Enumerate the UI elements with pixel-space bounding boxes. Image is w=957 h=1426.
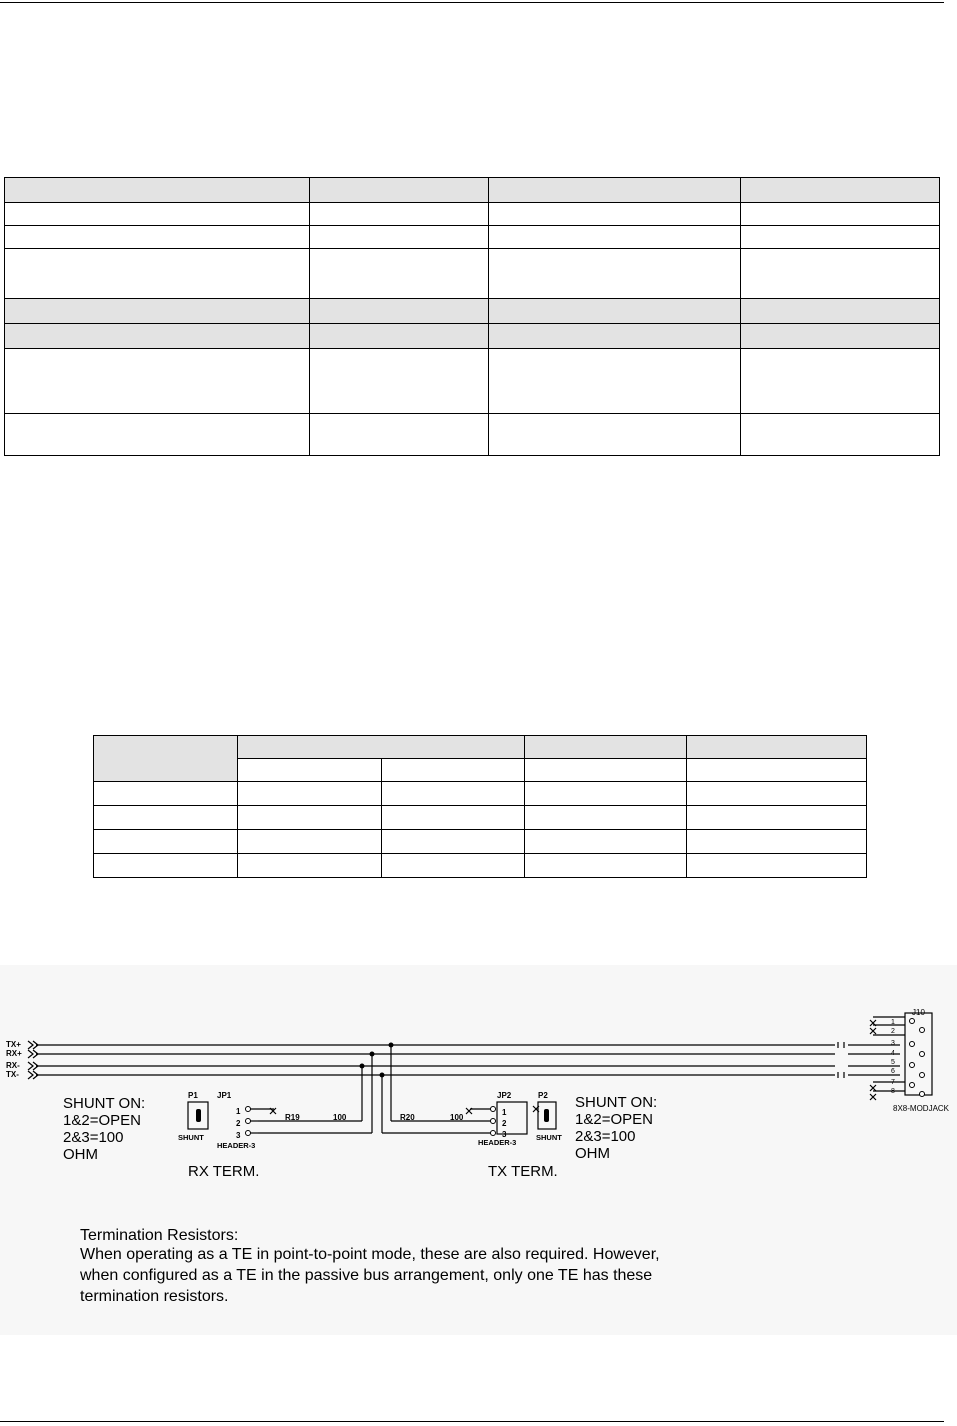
connector-label: J10 bbox=[912, 1008, 925, 1017]
pin-label: 1 bbox=[502, 1108, 507, 1117]
signal-label: RX- bbox=[6, 1061, 20, 1070]
connector-pin-label: 5 bbox=[891, 1059, 895, 1066]
r20-label: R20 bbox=[400, 1113, 415, 1122]
table-row bbox=[5, 249, 940, 299]
pin-label: 2 bbox=[236, 1119, 241, 1128]
left-shunt-line: SHUNT ON: bbox=[63, 1095, 146, 1112]
p1-label: P1 bbox=[188, 1091, 198, 1100]
left-shunt-line: 1&2=OPEN bbox=[63, 1112, 141, 1129]
configuration-table bbox=[4, 177, 940, 456]
right-shunt-line: 1&2=OPEN bbox=[575, 1111, 653, 1128]
left-shunt-line: OHM bbox=[63, 1146, 98, 1163]
table-row bbox=[94, 854, 867, 878]
r19-label: R19 bbox=[285, 1113, 300, 1122]
header-rule bbox=[0, 2, 944, 3]
connector-pin-label: 6 bbox=[891, 1068, 895, 1075]
signal-label: TX+ bbox=[6, 1040, 21, 1049]
r19-value: 100 bbox=[333, 1113, 347, 1122]
right-shunt-line: 2&3=100 bbox=[575, 1128, 636, 1145]
right-shunt-line: SHUNT ON: bbox=[575, 1094, 658, 1111]
jp1-label: JP1 bbox=[217, 1091, 232, 1100]
signal-label: RX+ bbox=[6, 1049, 22, 1058]
table-row bbox=[5, 349, 940, 414]
table-row bbox=[5, 203, 940, 226]
note-line: when configured as a TE in the passive bus arrangement, only one TE has these bbox=[80, 1267, 653, 1284]
pin-label: 3 bbox=[502, 1130, 507, 1139]
note-title: Termination Resistors: bbox=[80, 1227, 239, 1244]
connector-pin-label: 1 bbox=[891, 1019, 895, 1026]
connector-pin-label: 3 bbox=[891, 1040, 895, 1047]
connector-pin-label: 2 bbox=[891, 1028, 895, 1035]
jp2-header-label: HEADER-3 bbox=[478, 1138, 517, 1147]
note-line: termination resistors. bbox=[80, 1288, 229, 1305]
left-shunt-line: 2&3=100 bbox=[63, 1129, 124, 1146]
r20-value: 100 bbox=[450, 1113, 464, 1122]
jp2-label: JP2 bbox=[497, 1091, 512, 1100]
table-row bbox=[94, 782, 867, 806]
rx-term-label: RX TERM. bbox=[188, 1163, 260, 1180]
right-shunt-line: OHM bbox=[575, 1145, 610, 1162]
connector-pin-label: 4 bbox=[891, 1050, 895, 1057]
footer-rule bbox=[0, 1421, 944, 1422]
termination-schematic bbox=[0, 965, 957, 1335]
pin-label: 3 bbox=[236, 1131, 241, 1140]
table-section-row bbox=[5, 299, 940, 324]
table-row bbox=[5, 414, 940, 456]
p2-label: P2 bbox=[538, 1091, 548, 1100]
table-row bbox=[94, 806, 867, 830]
tx-term-label: TX TERM. bbox=[488, 1163, 558, 1180]
modjack-label: 8X8-MODJACK bbox=[893, 1104, 950, 1113]
table-row bbox=[94, 830, 867, 854]
p2-shunt-label: SHUNT bbox=[536, 1133, 562, 1142]
signal-label: TX- bbox=[6, 1070, 19, 1079]
pin-label: 1 bbox=[236, 1107, 241, 1116]
table-row bbox=[5, 226, 940, 249]
connector-pin-label: 7 bbox=[891, 1079, 895, 1086]
pin-table bbox=[93, 735, 867, 878]
jp1-header-label: HEADER-3 bbox=[217, 1141, 256, 1150]
pin-label: 2 bbox=[502, 1119, 507, 1128]
table-header-row bbox=[5, 178, 940, 203]
connector-pin-label: 8 bbox=[891, 1088, 895, 1095]
note-line: When operating as a TE in point-to-point mode, these are also required. However, bbox=[80, 1246, 660, 1263]
table-section-row bbox=[5, 324, 940, 349]
table-header-row bbox=[94, 736, 867, 759]
p1-shunt-label: SHUNT bbox=[178, 1133, 204, 1142]
